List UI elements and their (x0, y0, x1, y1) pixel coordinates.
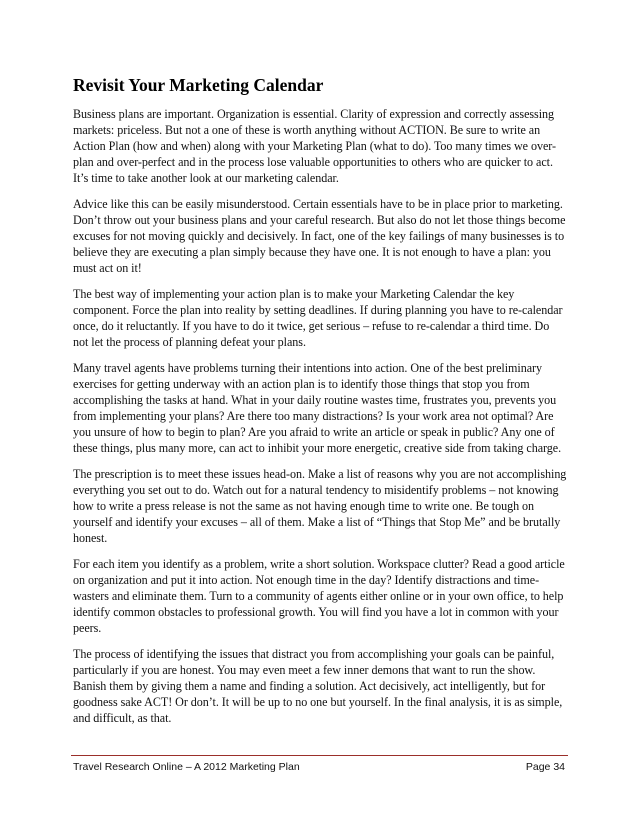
paragraph-1: Business plans are important. Organization is essential. Clarity of expression and correctly assessing markets: priceless. But not a one of these is worth anything without ACTION. Be sure to write an Action Plan (how and when) along with your Marketing Plan (what to do). Too many times we over-plan and over-perfect and in the process lose valuable opportunities to others who are quicker to act. It’s time to take another look at our marketing calendar. (73, 107, 556, 185)
paragraph-5: The prescription is to meet these issues head-on. Make a list of reasons why you are not accomplishing everything you set out to do. Watch out for a natural tendency to misidentify problems – not knowing how to write a press release is not the same as not having enough time to write one. Be tough on yourself and identify your excuses – all of them. Make a list of “Things that Stop Me” and be brutally honest. (73, 467, 567, 545)
paragraph-4: Many travel agents have problems turning their intentions into action. One of the best preliminary exercises for getting underway with an action plan is to identify those things that stop you from accomplishing the tasks at hand. What in your daily routine wastes time, frustrates you, prevents you from implementing your plans? Are there too many distractions? Is your work area not optimal? Are you unsure of how to begin to plan? Are you afraid to write an article or speak in public? Any one of these things, plus many more, can act to inhibit your more energetic, creative side from taking charge. (73, 361, 562, 455)
page-body (73, 74, 567, 736)
paragraph-2: Advice like this can be easily misunderstood. Certain essentials have to be in place prior to marketing. Don’t throw out your business plans and your careful research. But also do not let those things become excuses for not moving quickly and decisively. In fact, one of the key failings of many businesses is to believe they are executing a plan simply because they have one. It is not enough to have a plan: you must act on it! (73, 197, 566, 275)
page-heading: Revisit Your Marketing Calendar (73, 75, 324, 95)
paragraph-6: For each item you identify as a problem, write a short solution. Workspace clutter? Read a good article on organization and put it into action. Not enough time in the day? Identify distractions and time-wasters and eliminate them. Turn to a community of agents either online or in your own office, to help identify common obstacles to professional growth. You will find you have a lot in common with your peers. (73, 557, 565, 635)
footer-divider (71, 755, 568, 757)
paragraph-3: The best way of implementing your action plan is to make your Marketing Calendar the key component. Force the plan into reality by setting deadlines. If during planning you have to re-calendar once, do it reluctantly. If you have to do it twice, get serious – refuse to re-calendar a third time. Do not let the process of planning defeat your plans. (73, 287, 563, 349)
page-number: Page 34 (525, 761, 565, 773)
page-footer (73, 760, 565, 774)
paragraph-7: The process of identifying the issues that distract you from accomplishing your goals can be painful, particularly if you are honest. You may even meet a few inner demons that want to run the show. Banish them by giving them a name and finding a solution. Act decisively, act intelligently, but for goodness sake ACT! Or don’t. It will be up to no one but yourself. In the final analysis, it is as simple, and difficult, as that. (73, 647, 563, 725)
footer-title: Travel Research Online – A 2012 Marketing Plan (73, 761, 300, 773)
